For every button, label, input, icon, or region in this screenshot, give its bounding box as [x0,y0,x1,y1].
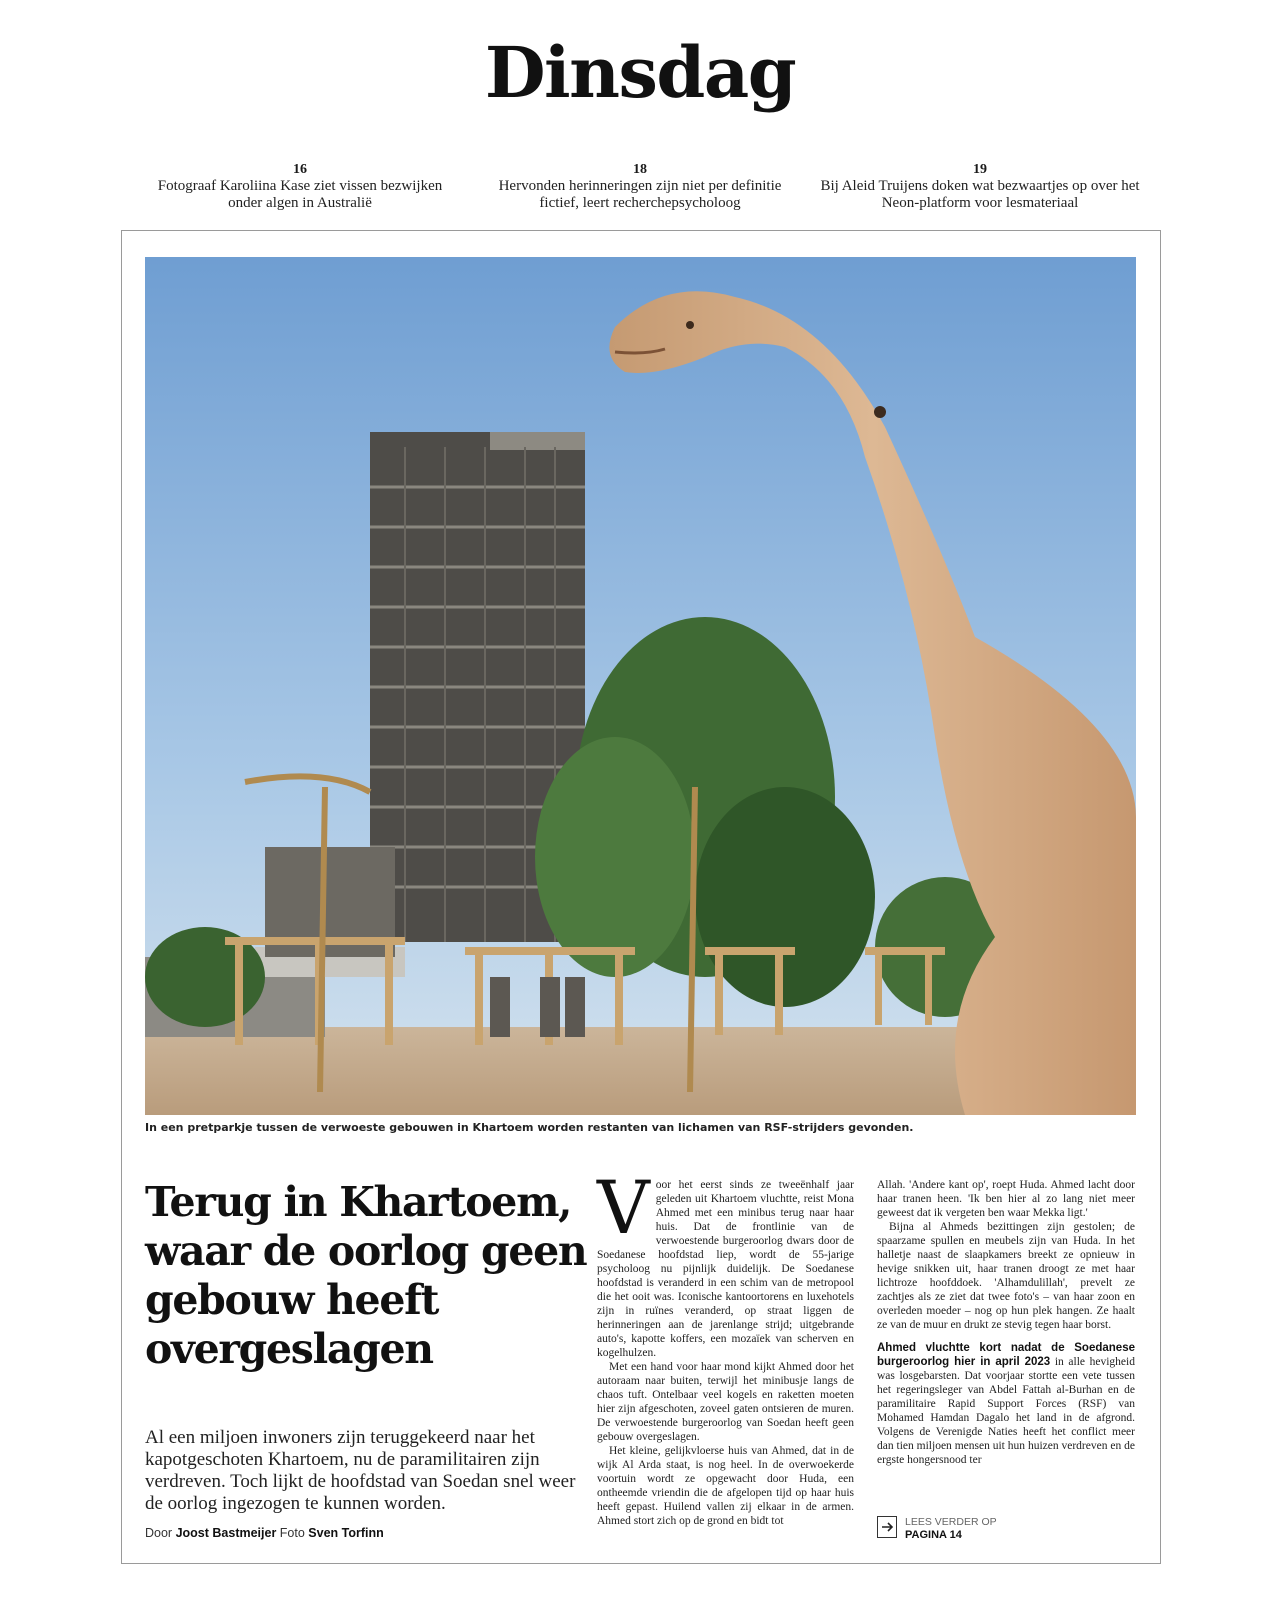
photographer-name[interactable]: Sven Torfinn [308,1526,384,1540]
body-column-2 [877,1178,1135,1467]
body-paragraph: Het kleine, gelijkvloerse huis van Ahmed, dat in de wijk Al Arda staat, is nog heel. In de overwoekerde voortuin wordt ze opgewacht door Huda, een ontheemde vriendin die de afgelopen tijd op haar huis heeft gepast. Huilend vallen zij elkaar in de armen. Ahmed stort zich op de grond en bidt tot [597,1445,854,1527]
park-scene-illustration [145,257,1136,1115]
body-column-1 [597,1166,854,1528]
body-paragraph [877,1341,1135,1467]
read-more-label: LEES VERDER OP [905,1516,997,1528]
photo-credit-label: Foto [279,1526,305,1540]
paragraph-text: oor het eerst sinds ze tweeënhalf jaar geleden uit Khartoem vluchtte, reist Mona Ahmed met een minibus terug naar haar huis. Dat de frontlinie van de verwoestende burgeroorlog dwars door de Soedanese hoofdstad liep, wordt de 55-jarige psycholoog nu pijnlijk duidelijk. De Soedanese hoofdstad is veranderd in een schim van de metropool die het ooit was. Iconische kantoortorens en luxehotels zijn in ruïnes veranderd, op straat liggen de herinneringen aan de jarenlange strijd; uitgebrande auto's, kapotte koffers, een mozaïek van scherven en kogelhulzen. [597,1179,854,1359]
byline-label: Door [145,1526,173,1540]
section-title: Dinsdag [484,31,796,114]
teaser-page-number: 18 [633,162,647,177]
body-paragraph: Allah. 'Andere kant op', roept Huda. Ahmed lacht door haar tranen heen. 'Ik ben hier al zo lang niet meer geweest dat ik vergeten ben waar Mekka ligt.' [877,1179,1135,1219]
body-paragraph [597,1166,854,1360]
bullet-hole [874,406,886,418]
teaser-text: Hervonden herinneringen zijn niet per definitie fictief, leert recherchepsycholoog [498,178,782,211]
arrow-right-icon [877,1516,897,1538]
paragraph-lead: Ahmed vluchtte kort nadat de Soedanese burgeroorlog hier in april 2023 [877,1342,1135,1368]
read-more-page: PAGINA 14 [905,1529,962,1541]
byline [145,1526,585,1540]
tower-top [490,432,585,450]
teaser-item[interactable] [480,162,800,212]
photo-caption: In een pretparkje tussen de verwoeste gebouwen in Khartoem worden restanten van lichamen van RSF-strijders gevonden. [145,1121,914,1134]
article-headline: Terug in Khartoem, waar de oorlog geen gebouw heeft overgeslagen [145,1178,587,1373]
tree [535,737,695,977]
paragraph-text: in alle hevigheid was losgebarsten. Dat voorjaar stortte een vete tussen het regeringsleger van Abdel Fattah al-Burhan en de paramilitaire Rapid Support Forces (RSF) van Mohamed Hamdan Dagalo het land in de afgrond. Volgens de Verenigde Naties heeft het conflict meer dan tien miljoen mensen uit hun huizen verdreven en de ergste hongersnood ter [877,1356,1135,1466]
author-name[interactable]: Joost Bastmeijer [175,1526,277,1540]
read-more-link[interactable] [877,1514,1135,1542]
article-intro: Al een miljoen inwoners zijn teruggekeerd naar het kapotgeschoten Khartoem, nu de paramilitairen zijn verdreven. Toch lijkt de hoofdstad van Soedan snel weer de oorlog ingezogen te kunnen worden. [145,1427,576,1514]
teaser-bar [140,162,1140,212]
teaser-item[interactable] [140,162,460,212]
teaser-page-number: 19 [973,162,987,177]
body-paragraph: Bijna al Ahmeds bezittingen zijn gestolen; de spaarzame spullen en meubels zijn van Huda. In het halletje naast de slaapkamers breekt ze opnieuw in hevige snikken uit, haar tranen droogt ze met haar lichtroze hoofddoek. 'Alhamdulillah', prevelt ze zachtjes als ze ziet dat twee foto's – van haar zoon en overleden moeder – nog op hun plek hangen. Ze haalt ze van de muur en drukt ze stevig tegen haar borst. [877,1221,1135,1331]
teaser-item[interactable] [820,162,1140,212]
teaser-page-number: 16 [293,162,307,177]
body-paragraph: Met een hand voor haar mond kijkt Ahmed door het autoraam naar buiten, terwijl het minibusje langs de chaos tuft. Ontelbaar veel kogels en raketten moeten hier zijn afgeschoten, zoveel gaten ontsieren de muren. De verwoestende burgeroorlog van Soedan heeft geen gebouw overgeslagen. [597,1361,854,1443]
teaser-text: Fotograaf Karoliina Kase ziet vissen bezwijken onder algen in Australië [157,178,443,211]
dinosaur-eye [686,321,694,329]
main-photo [145,257,1136,1115]
drop-cap: V [597,1166,650,1251]
teaser-text: Bij Aleid Truijens doken wat bezwaartjes op over het Neon-platform voor lesmateriaal [820,178,1140,211]
